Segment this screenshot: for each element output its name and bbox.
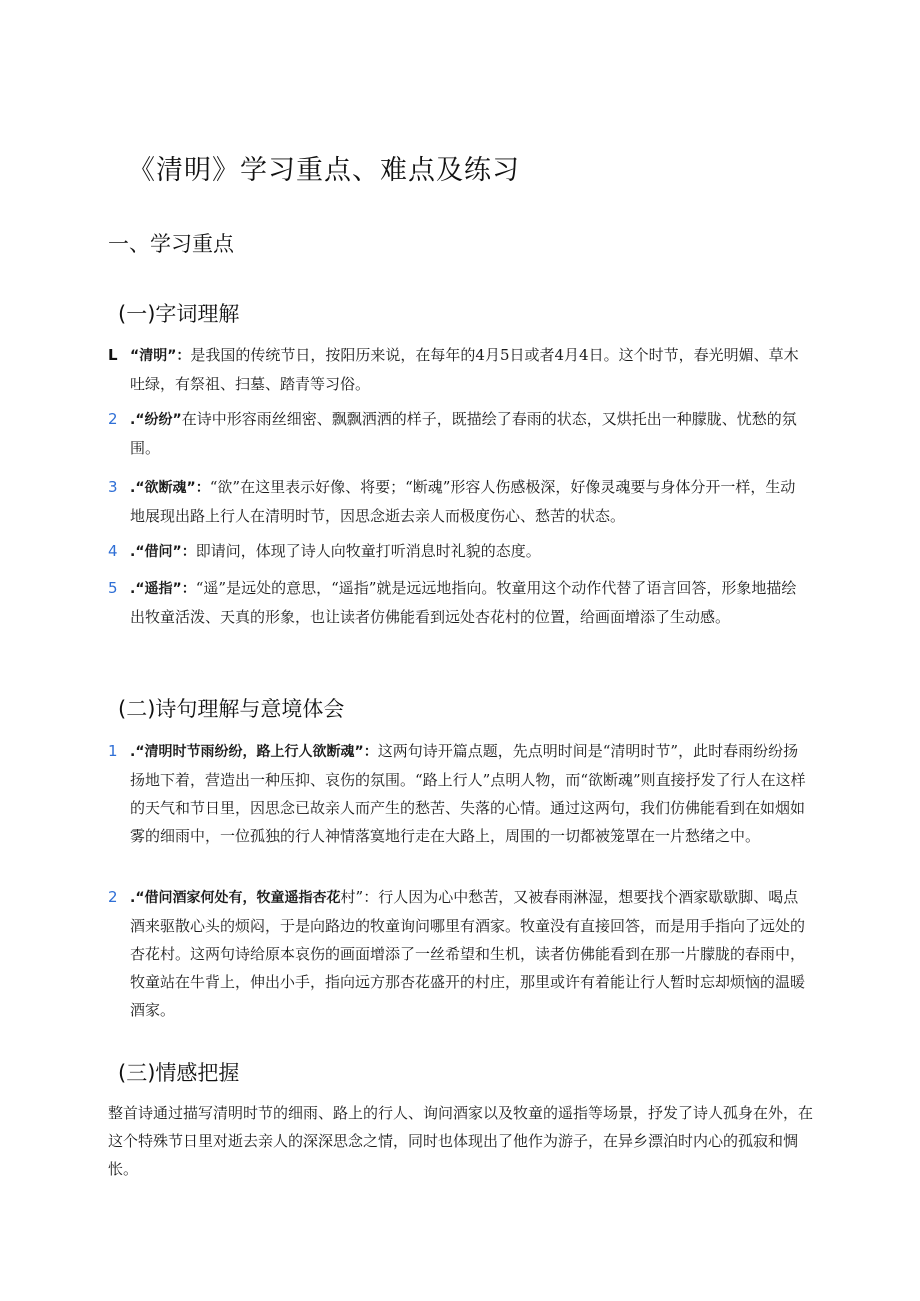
item-term: .“清明时节雨纷纷，路上行人欲断魂”： [130,744,378,760]
item-number: 5 [108,579,118,597]
item-number: 2 [108,410,118,428]
item-term: .“遥指”： [130,581,196,597]
item-number: 4 [108,542,118,560]
list-item [108,574,808,631]
item-number: 3 [108,478,118,496]
list-item [108,537,808,566]
list-item [108,737,808,850]
subsection-heading-vocabulary: (一)字词理解 [118,302,240,326]
list-item [108,473,808,530]
item-text: 村”：行人因为心中愁苦，又被春雨淋湿，想要找个酒家歇歇脚、喝点酒来驱散心头的烦闷，于是向路边的牧童询问哪里有酒家。牧童没有直接回答，而是用手指向了远处的杏花村。这两句诗给原本哀伤的画面增添了一丝希望和生机，读者仿佛能看到在那一片朦胧的春雨中，牧童站在牛背上，伸出小手，指向远方那杏花盛开的村庄，那里或许有着能让行人暂时忘却烦恼的温暖酒家。 [130,888,806,1019]
item-text: “欲”在这里表示好像、将要；“断魂”形容人伤感极深，好像灵魂要与身体分开一样，生动地展现出路上行人在清明时节，因思念逝去亲人而极度伤心、愁苦的状态。 [130,478,796,525]
item-text: “遥”是远处的意思，“遥指”就是远远地指向。牧童用这个动作代替了语言回答，形象地描绘出牧童活泼、天真的形象，也让读者仿佛能看到远处杏花村的位置，给画面增添了生动感。 [130,579,797,626]
subsection-heading-emotion: (三)情感把握 [118,1061,240,1085]
page-title: 《清明》学习重点、难点及练习 [128,155,520,186]
list-item [108,883,808,1024]
item-term: .“借问酒家何处有，牧童遥指杏花 [130,890,341,906]
item-number: 2 [108,888,118,906]
section-heading-key-points: 一、学习重点 [108,232,234,256]
subsection-heading-poem-understanding: (二)诗句理解与意境体会 [118,697,345,721]
item-number: 1 [108,742,118,760]
item-term: “清明”： [130,348,191,364]
item-text: 在诗中形容雨丝细密、飘飘洒洒的样子，既描绘了春雨的状态，又烘托出一种朦胧、忧愁的氛围。 [130,410,797,457]
item-term: .“借问”： [130,544,196,560]
item-text: 是我国的传统节日，按阳历来说，在每年的4月5日或者4月4日。这个时节，春光明媚、草木吐绿，有祭祖、扫墓、踏青等习俗。 [130,346,799,393]
list-item [108,405,808,462]
item-text: 即请问，体现了诗人向牧童打听消息时礼貌的态度。 [195,542,541,560]
emotion-paragraph: 整首诗通过描写清明时节的细雨、路上的行人、询问酒家以及牧童的遥指等场景，抒发了诗人孤身在外，在这个特殊节日里对逝去亲人的深深思念之情，同时也体现出了他作为游子，在异乡漂泊时内心的孤寂和惆怅。 [108,1104,814,1178]
item-term: .“欲断魂”： [130,480,210,496]
item-term: .“纷纷” [130,412,182,428]
item-number: L [108,346,118,364]
list-item [108,341,808,398]
item-text: 这两句诗开篇点题，先点明时间是“清明时节”，此时春雨纷纷扬扬地下着，营造出一种压抑、哀伤的氛围。“路上行人”点明人物，而“欲断魂”则直接抒发了行人在这样的天气和节日里，因思念已故亲人而产生的愁苦、失落的心情。通过这两句，我们仿佛能看到在如烟如雾的细雨中，一位孤独的行人神情落寞地行走在大路上，周围的一切都被笼罩在一片愁绪之中。 [130,742,806,845]
